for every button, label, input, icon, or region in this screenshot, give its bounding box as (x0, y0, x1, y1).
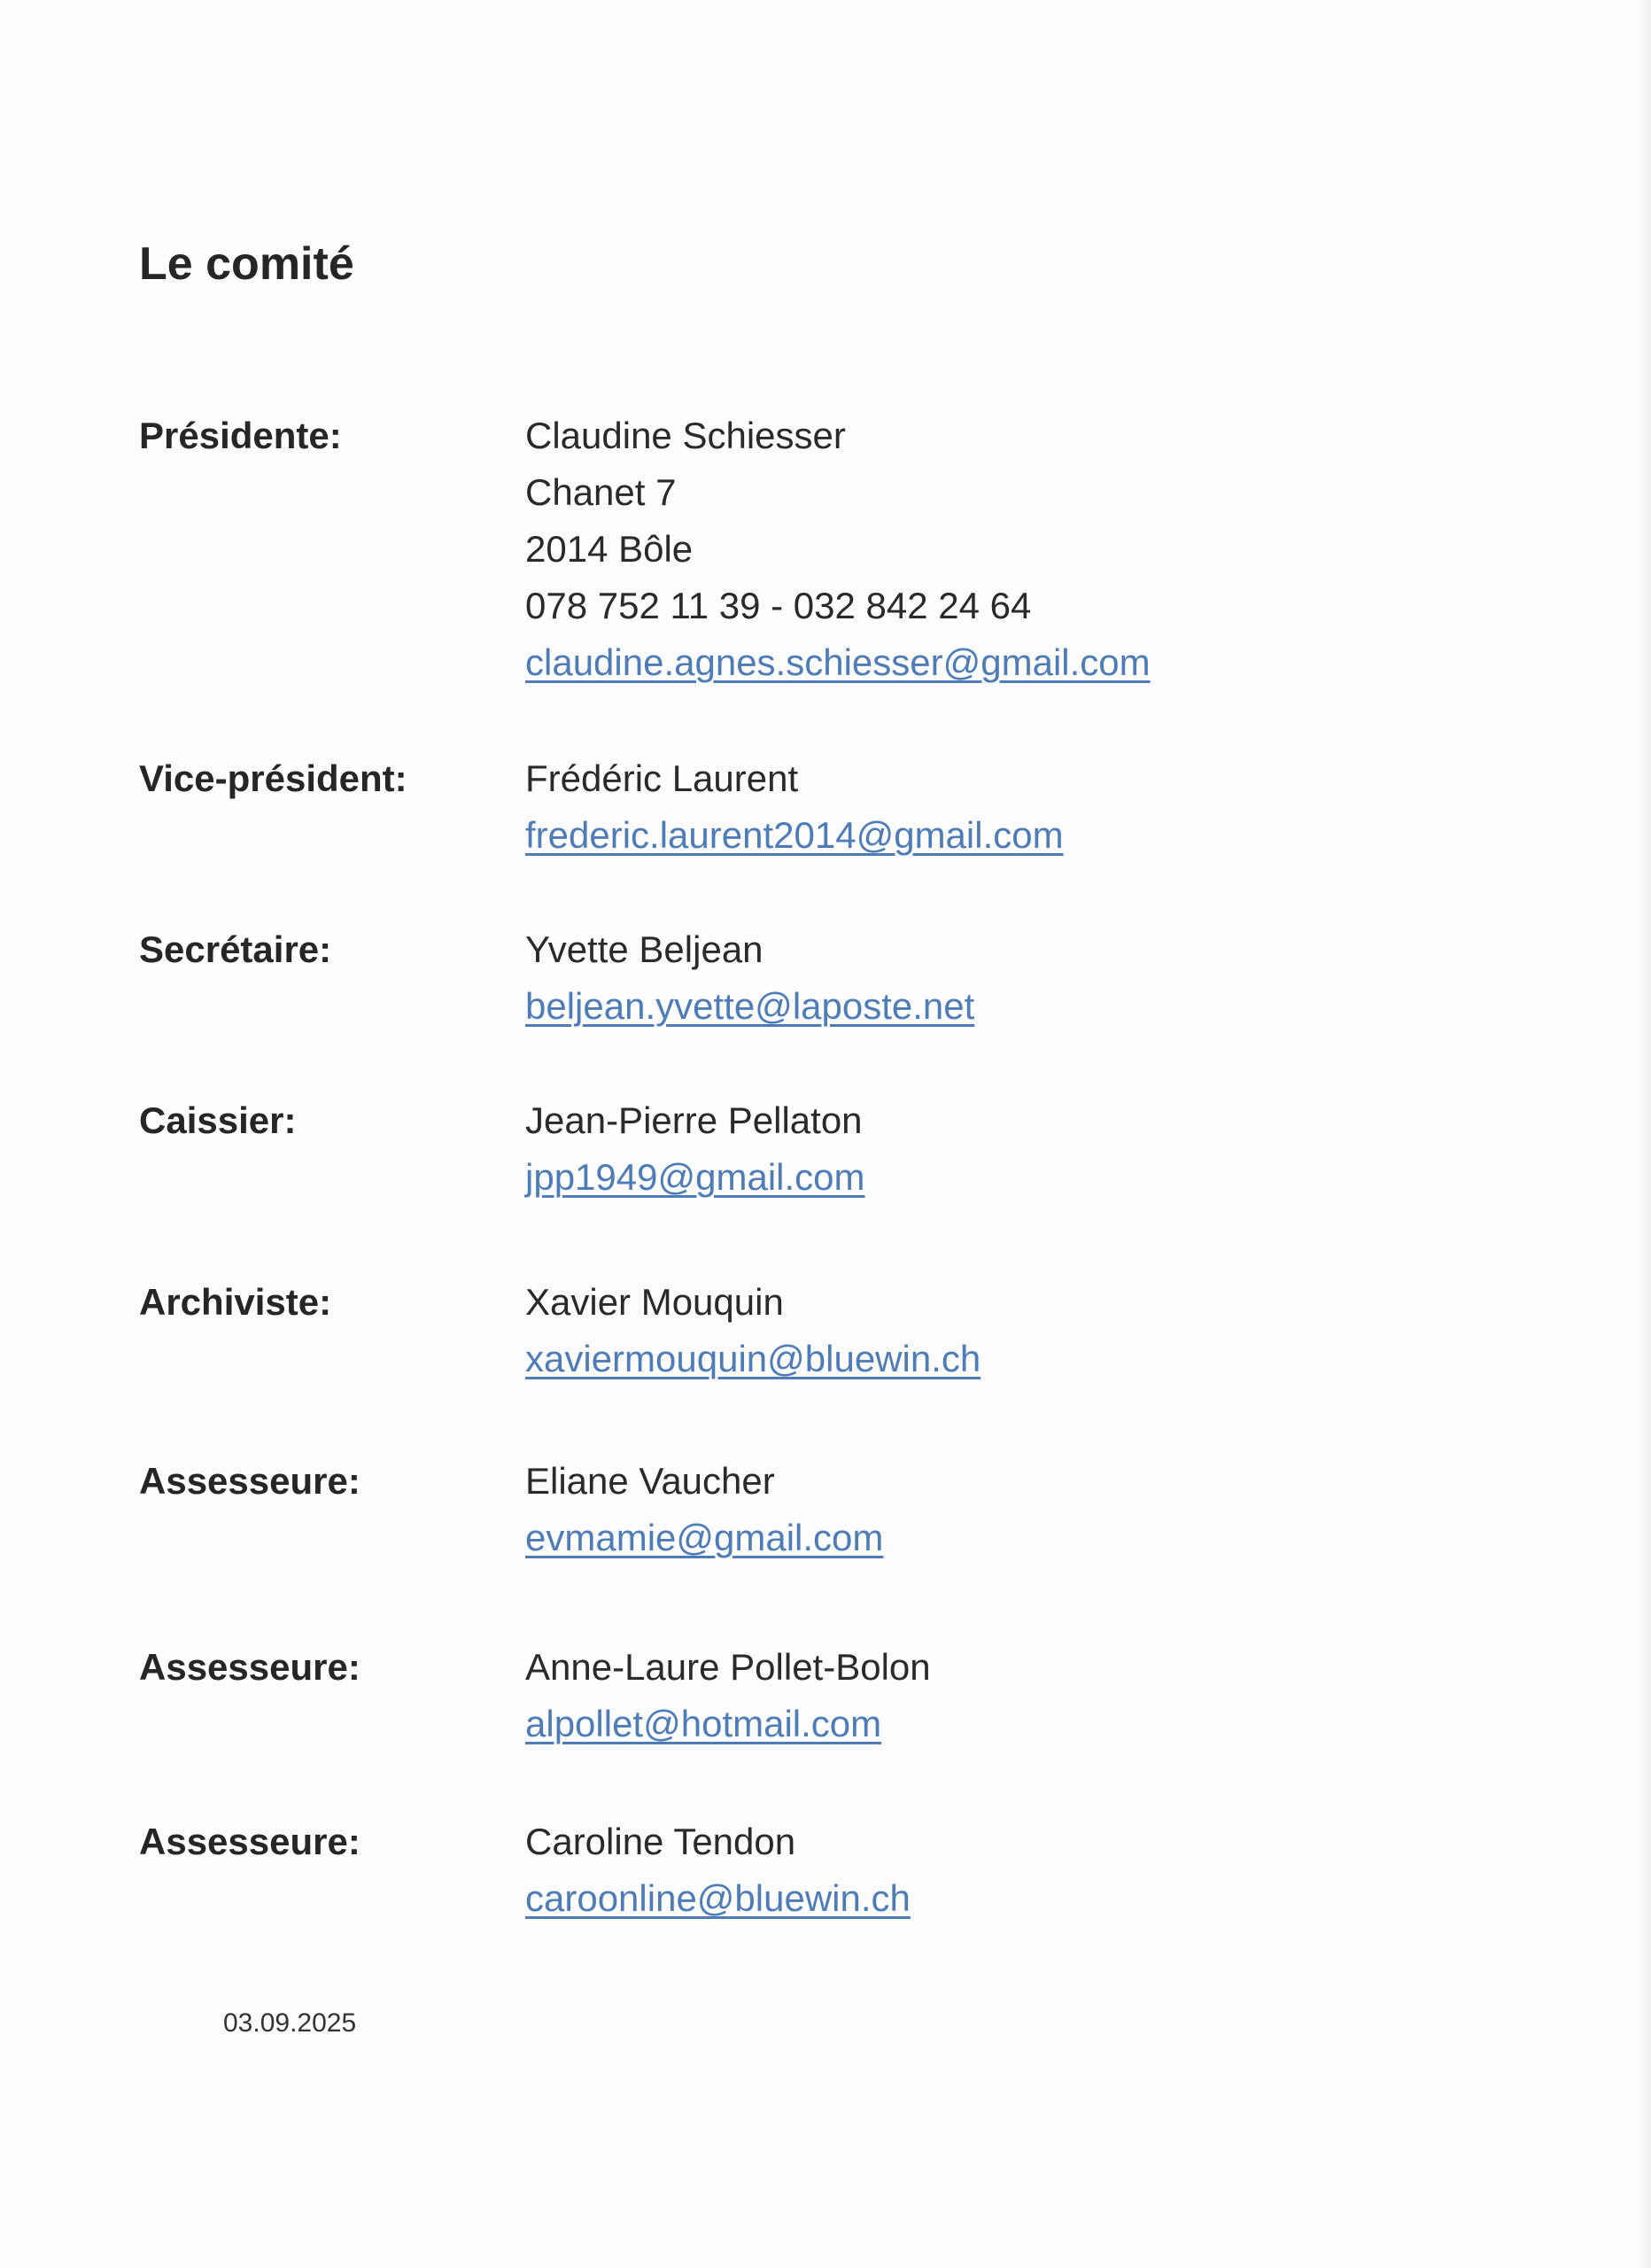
role-label-assessor: Assesseure: (139, 1646, 360, 1688)
member-name: Eliane Vaucher (525, 1460, 775, 1502)
role-label-archivist: Archiviste: (139, 1281, 332, 1323)
member-details-president (525, 408, 1151, 691)
member-city: 2014 Bôle (525, 528, 694, 570)
member-email-link[interactable]: alpollet@hotmail.com (525, 1703, 882, 1744)
member-details-archivist (525, 1274, 981, 1387)
role-label-vice-president: Vice-président: (139, 757, 407, 799)
member-email-link[interactable]: caroonline@bluewin.ch (525, 1877, 911, 1919)
member-details-assessor (525, 1453, 883, 1566)
member-email-link[interactable]: evmamie@gmail.com (525, 1517, 884, 1558)
member-name: Xavier Mouquin (525, 1281, 784, 1323)
member-details-treasurer (525, 1092, 865, 1206)
member-email-link[interactable]: xaviermouquin@bluewin.ch (525, 1338, 981, 1379)
role-label-treasurer: Caissier: (139, 1099, 297, 1141)
member-email-link[interactable]: claudine.agnes.schiesser@gmail.com (525, 641, 1151, 683)
scan-edge-shadow (1639, 0, 1651, 2268)
role-label-secretary: Secrétaire: (139, 928, 332, 970)
member-name: Jean-Pierre Pellaton (525, 1099, 863, 1141)
member-details-assessor (525, 1639, 931, 1752)
member-email-link[interactable]: beljean.yvette@laposte.net (525, 985, 975, 1027)
role-label-assessor: Assesseure: (139, 1821, 360, 1862)
member-street: Chanet 7 (525, 471, 677, 513)
role-label-president: Présidente: (139, 415, 342, 456)
member-name: Anne-Laure Pollet-Bolon (525, 1646, 931, 1688)
document-date: 03.09.2025 (223, 2008, 357, 2038)
member-details-secretary (525, 921, 974, 1035)
member-email-link[interactable]: jpp1949@gmail.com (525, 1156, 865, 1198)
role-label-assessor: Assesseure: (139, 1460, 360, 1502)
member-name: Yvette Beljean (525, 928, 763, 970)
member-details-vice-president (525, 750, 1064, 864)
member-name: Frédéric Laurent (525, 757, 799, 799)
page-title: Le comité (139, 238, 354, 290)
member-name: Caroline Tendon (525, 1821, 796, 1862)
member-phone: 078 752 11 39 - 032 842 24 64 (525, 585, 1032, 626)
member-name: Claudine Schiesser (525, 415, 846, 456)
member-email-link[interactable]: frederic.laurent2014@gmail.com (525, 814, 1064, 856)
member-details-assessor (525, 1814, 911, 1927)
